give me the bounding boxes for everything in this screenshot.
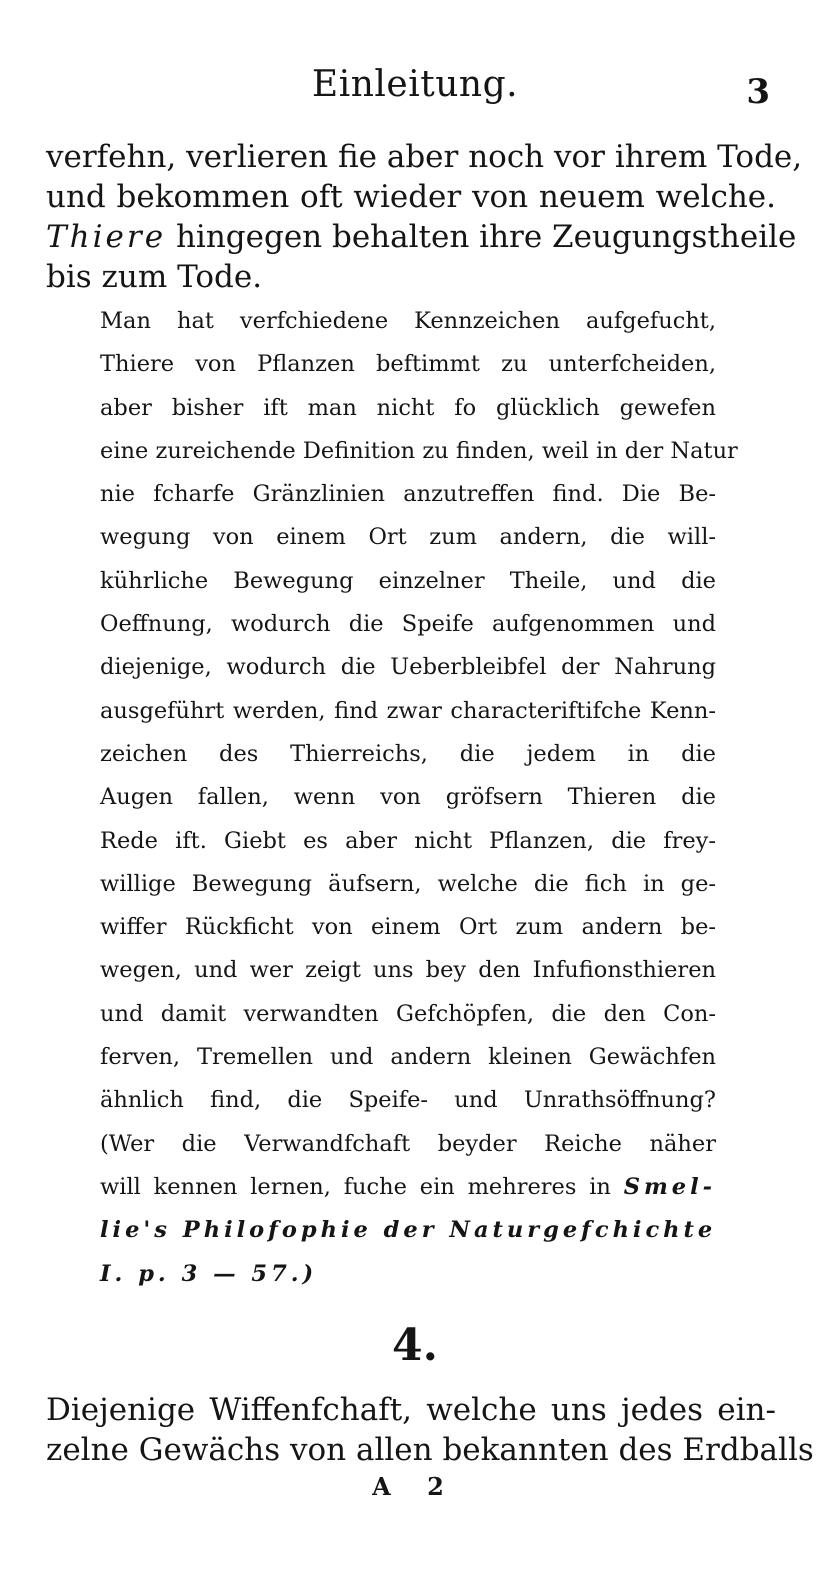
note-line: [100, 1209, 716, 1252]
note-line: [100, 1166, 716, 1209]
text-line: Diejenige Wiffenfchaft, welche uns jedes ein-: [46, 1392, 776, 1428]
note-line: (Wer die Verwandfchaft beyder Reiche näher: [100, 1130, 716, 1157]
note-block: [100, 300, 738, 1296]
note-line: [100, 1253, 716, 1296]
text-line: verfehn, verlieren fie aber noch vor ihrem Tode,: [46, 139, 803, 175]
emphasis-word: Thiere: [46, 219, 167, 255]
text-line: zelne Gewächs von allen bekannten des Erdballs: [46, 1432, 814, 1468]
note-line: Rede ift. Giebt es aber nicht Pflanzen, die frey-: [100, 827, 716, 854]
note-line: wiffer Rückficht von einem Ort zum andern be-: [100, 914, 716, 941]
running-head: [0, 64, 830, 114]
text-line: und bekommen oft wieder von neuem welche.: [46, 179, 776, 215]
note-line-start: will kennen lernen, fuche ein mehreres in: [100, 1173, 611, 1200]
note-line: Man hat verfchiedene Kennzeichen aufgefucht,: [100, 308, 716, 334]
top-paragraph: [46, 137, 803, 297]
bottom-paragraph: [46, 1390, 814, 1470]
note-line: und damit verwandten Gefchöpfen, die den Con-: [100, 1000, 716, 1027]
note-line: aber bisher ift man nicht fo glücklich gewefen: [100, 394, 716, 421]
note-line: ausgeführt werden, find zwar characteriftifche Kenn-: [100, 697, 716, 724]
note-line: zeichen des Thierreichs, die jedem in die: [100, 740, 716, 767]
citation-author-start: Smel-: [623, 1173, 716, 1200]
note-line: ferven, Tremellen und andern kleinen Gewächfen: [100, 1044, 716, 1071]
note-line: ähnlich find, die Speife- und Unrathsöffnung?: [100, 1087, 716, 1114]
note-line: nie fcharfe Gränzlinien anzutreffen find. Die Be-: [100, 481, 716, 508]
running-title: Einleitung.: [311, 64, 519, 105]
citation-title: lie's Philofophie der Naturgefchichte: [100, 1217, 717, 1244]
note-line: willige Bewegung äufsern, welche die fich in ge-: [100, 870, 716, 897]
note-line: eine zureichende Definition zu finden, weil in der Natur: [100, 437, 738, 464]
note-line: Oeffnung, wodurch die Speife aufgenommen und: [100, 611, 716, 638]
section-number: 4.: [392, 1320, 438, 1371]
citation-pages: I. p. 3 — 57.): [100, 1260, 318, 1287]
text-line-rest: hingegen behalten ihre Zeugungstheile: [175, 219, 797, 255]
text-line: bis zum Tode.: [46, 259, 263, 295]
note-line: Augen fallen, wenn von gröfsern Thieren die: [100, 784, 716, 811]
note-line: wegen, und wer zeigt uns bey den Infufionsthieren: [100, 957, 716, 984]
text-line: [46, 217, 797, 257]
page-number: 3: [746, 72, 770, 112]
note-line: diejenige, wodurch die Ueberbleibfel der Nahrung: [100, 654, 716, 681]
signature-mark: A 2: [372, 1472, 458, 1501]
note-line: wegung von einem Ort zum andern, die will-: [100, 524, 716, 551]
note-line: Thiere von Pflanzen beftimmt zu unterfcheiden,: [100, 351, 716, 378]
note-line: kührliche Bewegung einzelner Theile, und die: [100, 567, 716, 594]
